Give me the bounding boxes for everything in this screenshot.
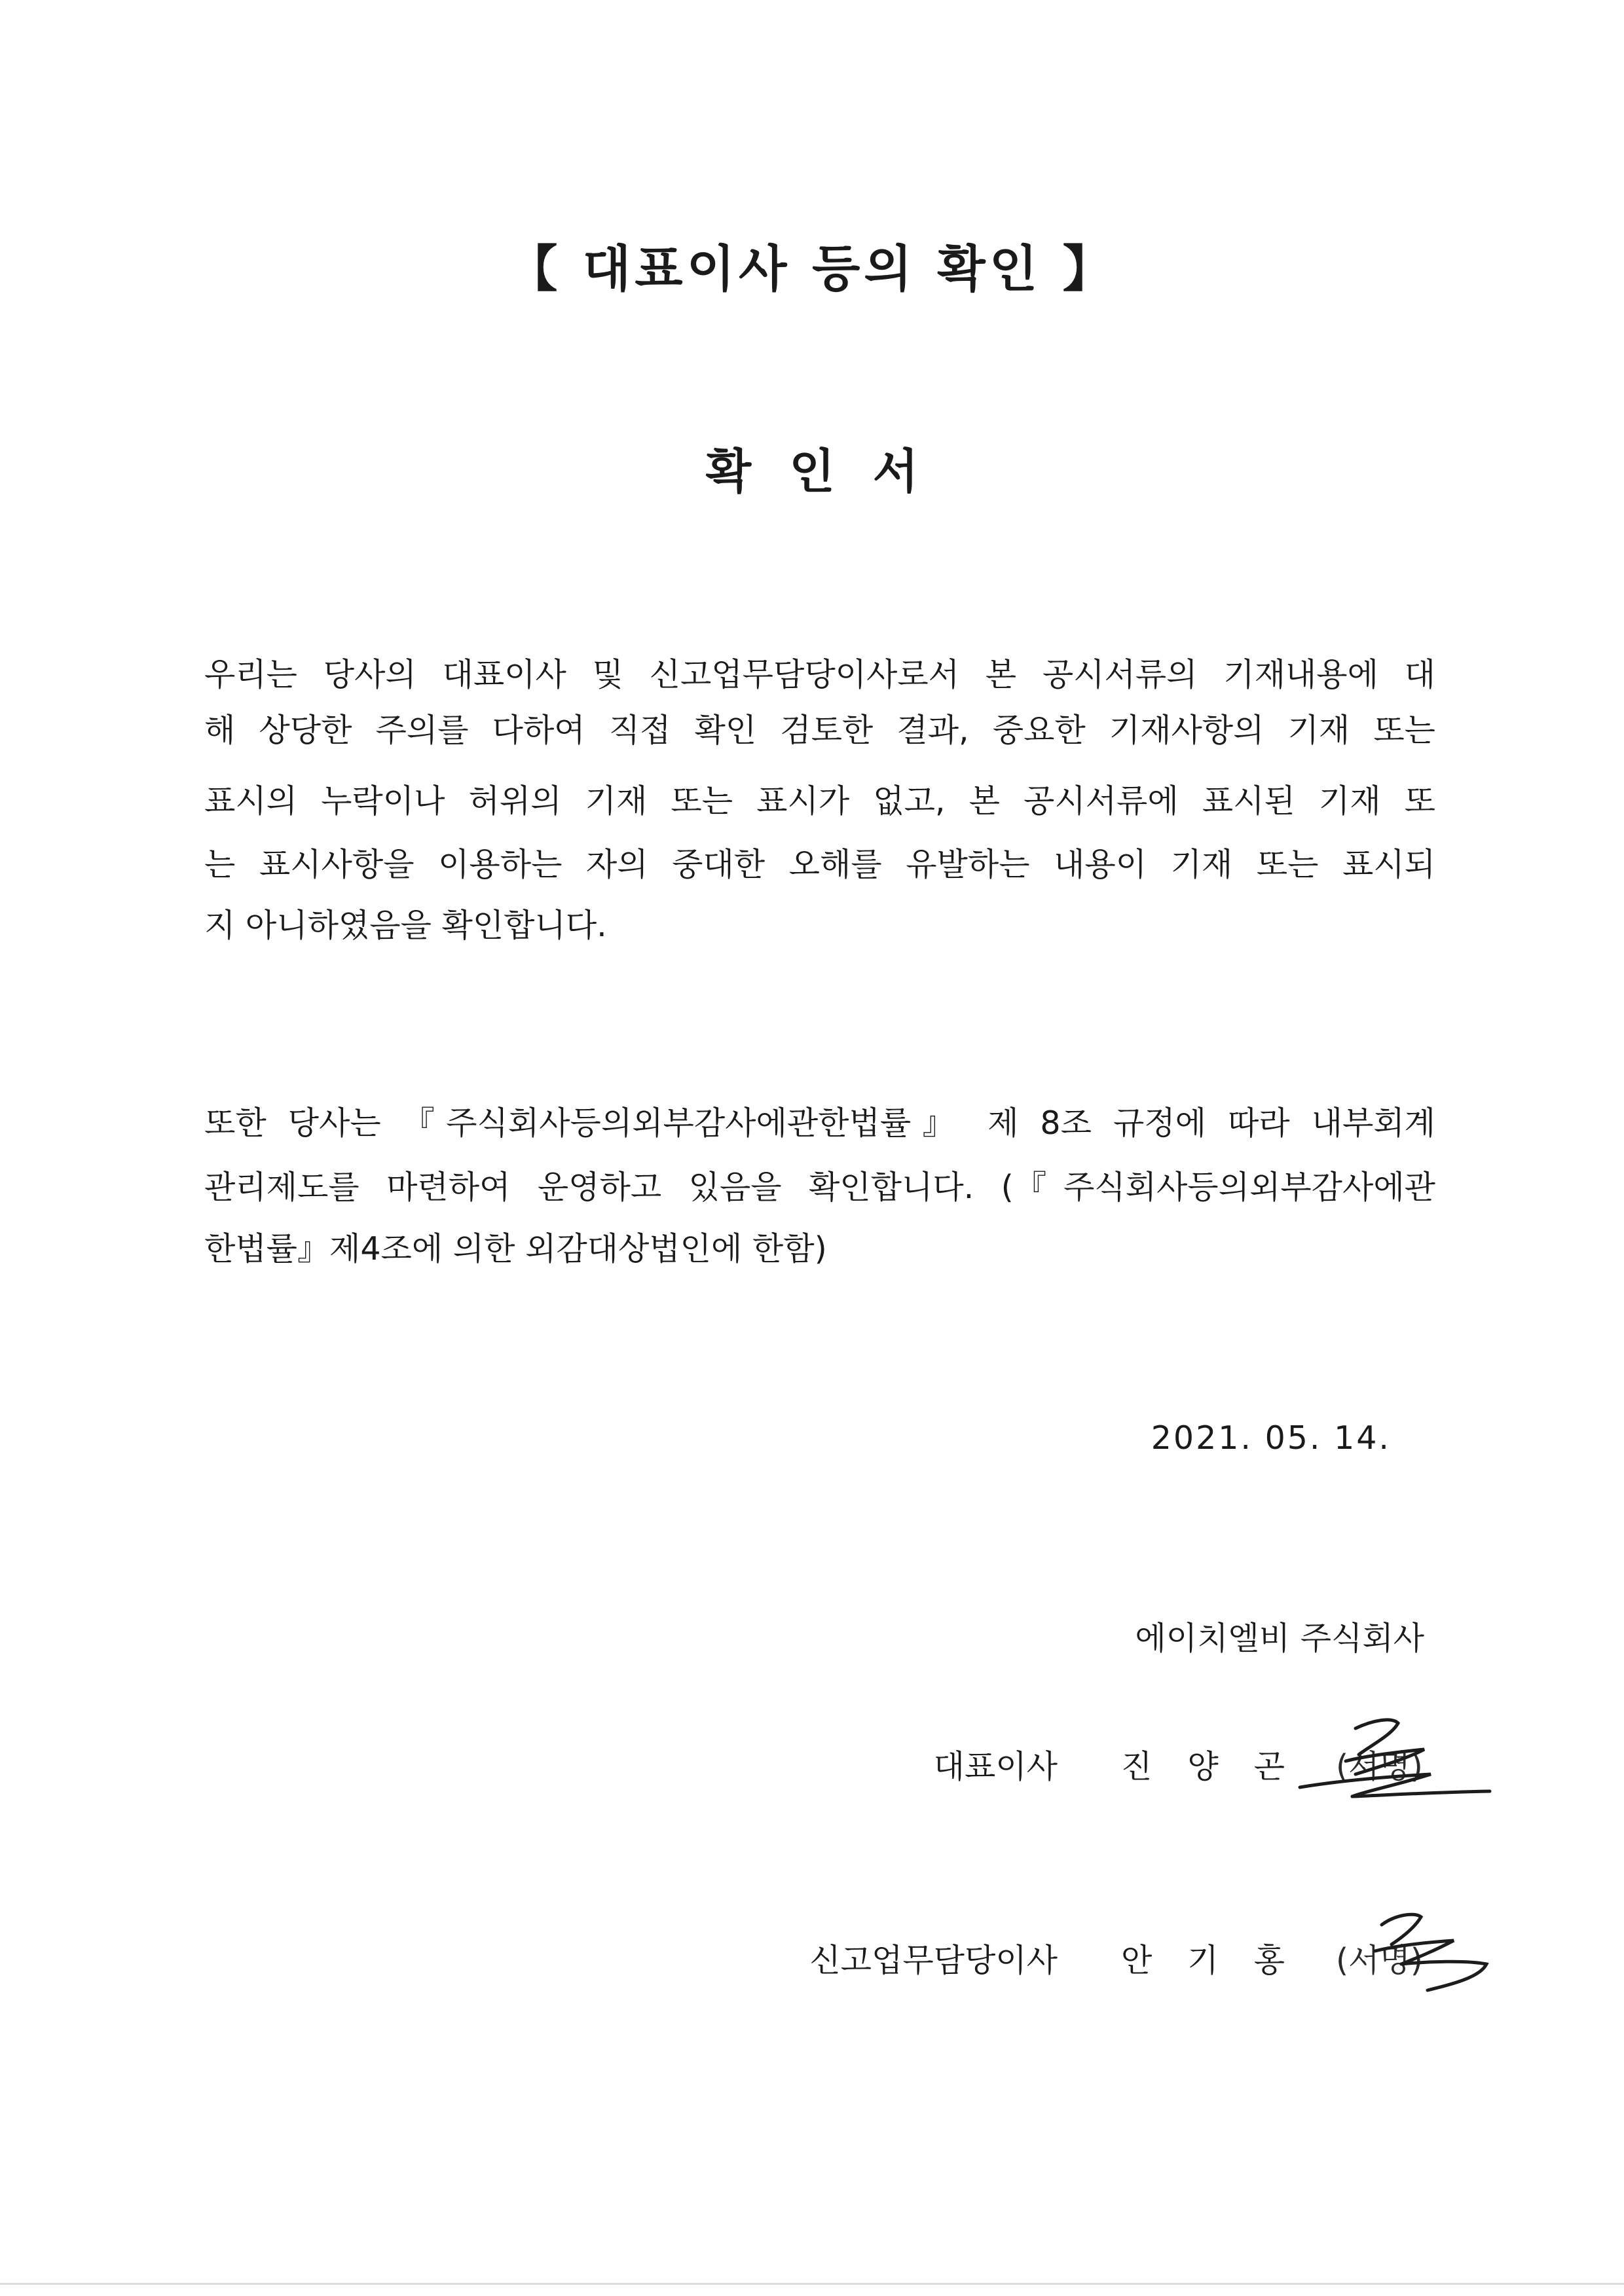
scan-edge-line (0, 2283, 1624, 2285)
document-date: 2021. 05. 14. (1151, 1419, 1391, 1457)
signer-name: 진양곤 (1121, 1748, 1321, 1785)
document-title: 【 대표이사 등의 확인 】 (507, 240, 1116, 298)
signature-placeholder: (서명) (1336, 1748, 1423, 1785)
paragraph-line: 한법률』제4조에 의한 외감대상법인에 한함) (204, 1230, 827, 1267)
signer-role: 신고업무담당이사 (809, 1942, 1058, 1979)
paragraph-line: 표시의 누락이나 허위의 기재 또는 표시가 없고, 본 공시서류에 표시된 기재 또 (204, 782, 1435, 820)
handwritten-signature (1293, 1709, 1503, 1827)
paragraph-line: 해 상당한 주의를 다하여 직접 확인 검토한 결과, 중요한 기재사항의 기재 또는 (204, 712, 1435, 749)
signer-role: 대표이사 (933, 1748, 1058, 1785)
handwritten-signature (1356, 1899, 1500, 2010)
paragraph-line: 우리는 당사의 대표이사 및 신고업무담당이사로서 본 공시서류의 기재내용에 대 (204, 656, 1435, 693)
paragraph-line: 또한 당사는 『주식회사등의외부감사에관한법률』 제 8조 규정에 따라 내부회계 (204, 1104, 1435, 1142)
paragraph-line: 는 표시사항을 이용하는 자의 중대한 오해를 유발하는 내용이 기재 또는 표시되 (204, 846, 1435, 883)
paragraph-line: 관리제도를 마련하여 운영하고 있음을 확인합니다. (『주식회사등의외부감사에관 (204, 1169, 1435, 1206)
document-subtitle: 확인서 (705, 444, 957, 499)
paragraph-line: 지 아니하였음을 확인합니다. (204, 907, 607, 944)
signature-placeholder: (서명) (1336, 1942, 1423, 1979)
company-name: 에이치엘비 주식회사 (1135, 1620, 1424, 1657)
signer-name: 안기홍 (1121, 1942, 1321, 1979)
